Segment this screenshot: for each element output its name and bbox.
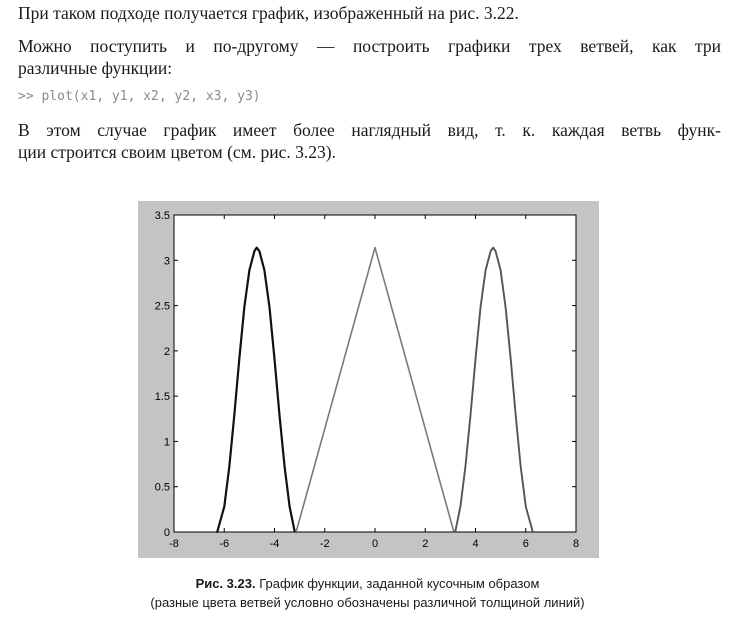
paragraph-alternative bbox=[18, 35, 721, 79]
x-tick-label: -2 bbox=[319, 538, 330, 550]
x-tick-label: -8 bbox=[169, 538, 179, 550]
chart-svg bbox=[138, 201, 599, 558]
paragraph-explanation bbox=[18, 119, 721, 163]
x-tick-label: 2 bbox=[422, 538, 429, 550]
caption-label: Рис. 3.23. bbox=[195, 576, 256, 591]
code-line: >> plot(x1, y1, x2, y2, x3, y3) bbox=[18, 89, 261, 104]
y-tick-label: 2.5 bbox=[154, 300, 170, 313]
paragraph-line: различные функции: bbox=[18, 58, 173, 78]
figure-3-23 bbox=[138, 201, 599, 558]
paragraph-line: В этом случае график имеет более наглядный вид, т. к. каждая ветвь функ- bbox=[18, 120, 721, 140]
caption-title: График функции, заданной кусочным образом bbox=[259, 576, 540, 591]
paragraph-line: При таком подходе получается график, изображенный на рис. 3.22. bbox=[18, 3, 519, 23]
x-tick-label: 0 bbox=[371, 538, 379, 550]
x-tick-label: -4 bbox=[269, 538, 280, 550]
y-tick-label: 2 bbox=[163, 345, 170, 358]
paragraph-line: ции строится своим цветом (см. рис. 3.23). bbox=[18, 142, 336, 162]
y-tick-label: 0 bbox=[163, 527, 170, 539]
y-tick-label: 3.5 bbox=[154, 210, 170, 222]
x-tick-label: -6 bbox=[219, 538, 230, 550]
x-tick-label: 4 bbox=[472, 538, 479, 550]
y-tick-label: 1 bbox=[163, 436, 170, 449]
y-tick-label: 0.5 bbox=[154, 481, 170, 494]
paragraph-intro bbox=[18, 2, 721, 24]
figure-caption bbox=[0, 576, 735, 591]
plot-area bbox=[174, 215, 576, 532]
x-tick-label: 6 bbox=[522, 538, 529, 550]
x-tick-label: 8 bbox=[572, 538, 580, 550]
paragraph-line: Можно поступить и по-другому — построить графики трех ветвей, как три bbox=[18, 36, 721, 56]
figure-caption-note: (разные цвета ветвей условно обозначены различной толщиной линий) bbox=[150, 595, 585, 610]
y-tick-label: 3 bbox=[163, 255, 170, 268]
y-tick-label: 1.5 bbox=[154, 391, 170, 404]
